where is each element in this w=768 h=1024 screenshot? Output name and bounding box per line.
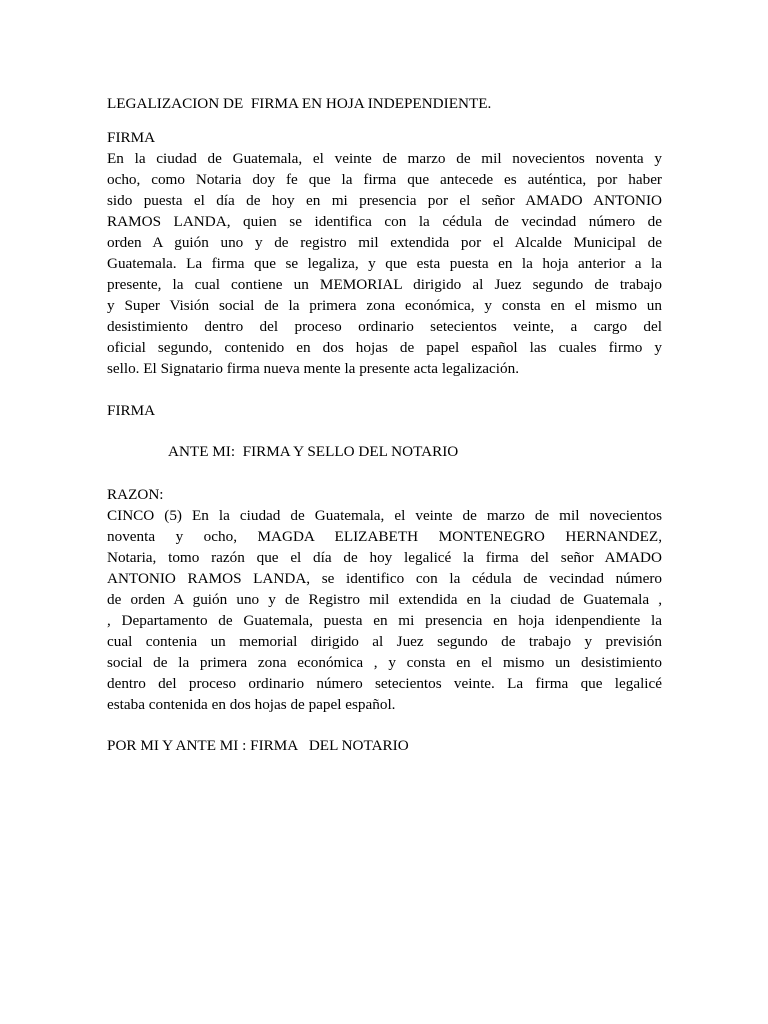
section2-line: Notaria, tomo razón que el día de hoy legalicé la firma del señor AMADO <box>107 549 662 566</box>
section2-line: dentro del proceso ordinario número setecientos veinte. La firma que legalicé <box>107 675 662 692</box>
section2-line: noventa y ocho, MAGDA ELIZABETH MONTENEGRO HERNANDEZ, <box>107 528 662 545</box>
section2-line: , Departamento de Guatemala, puesta en mi presencia en hoja idenpendiente la <box>107 612 662 629</box>
closing-signature-line <box>107 735 662 756</box>
section2-line: cual contenia un memorial dirigido al Juez segundo de trabajo y previsión <box>107 633 662 650</box>
section2-heading: RAZON: <box>107 486 164 503</box>
signature-label <box>107 400 662 421</box>
section2-line: estaba contenida en dos hojas de papel español. <box>107 696 396 713</box>
section1-line: RAMOS LANDA, quien se identifica con la cédula de vecindad número de <box>107 213 662 230</box>
section1-line: oficial segundo, contenido en dos hojas de papel español las cuales firmo y <box>107 339 662 356</box>
section1-line: En la ciudad de Guatemala, el veinte de marzo de mil novecientos noventa y <box>107 150 662 167</box>
section2-line: social de la primera zona económica , y consta en el mismo un desistimiento <box>107 654 662 671</box>
section-razon <box>107 484 662 715</box>
section1-line: orden A guión uno y de registro mil extendida por el Alcalde Municipal de <box>107 234 662 251</box>
section2-line: ANTONIO RAMOS LANDA, se identifico con la cédula de vecindad número <box>107 570 662 587</box>
section1-line: desistimiento dentro del proceso ordinario setecientos veinte, a cargo del <box>107 318 662 335</box>
firma-label-text: FIRMA <box>107 402 156 419</box>
section1-line: sido puesta el día de hoy en mi presencia por el señor AMADO ANTONIO <box>107 192 662 209</box>
section2-line: de orden A guión uno y de Registro mil extendida en la ciudad de Guatemala , <box>107 591 662 608</box>
section2-line: CINCO (5) En la ciudad de Guatemala, el veinte de marzo de mil novecientos <box>107 507 662 524</box>
ante-mi-text: ANTE MI: FIRMA Y SELLO DEL NOTARIO <box>168 443 459 460</box>
section1-line: Guatemala. La firma que se legaliza, y que esta puesta en la hoja anterior a la <box>107 255 662 272</box>
section1-line: ocho, como Notaria doy fe que la firma que antecede es auténtica, por haber <box>107 171 662 188</box>
closing-text: POR MI Y ANTE MI : FIRMA DEL NOTARIO <box>107 737 409 754</box>
title-text: LEGALIZACION DE FIRMA EN HOJA INDEPENDIENTE. <box>107 95 492 112</box>
section1-heading: FIRMA <box>107 129 156 146</box>
section-firma-legalizacion <box>107 127 662 379</box>
notary-signature-line <box>168 441 668 462</box>
section1-line: presente, la cual contiene un MEMORIAL dirigido al Juez segundo de trabajo <box>107 276 662 293</box>
section1-line: sello. El Signatario firma nueva mente la presente acta legalización. <box>107 360 519 377</box>
document-title <box>107 93 662 114</box>
section1-line: y Super Visión social de la primera zona económica, y consta en el mismo un <box>107 297 662 314</box>
